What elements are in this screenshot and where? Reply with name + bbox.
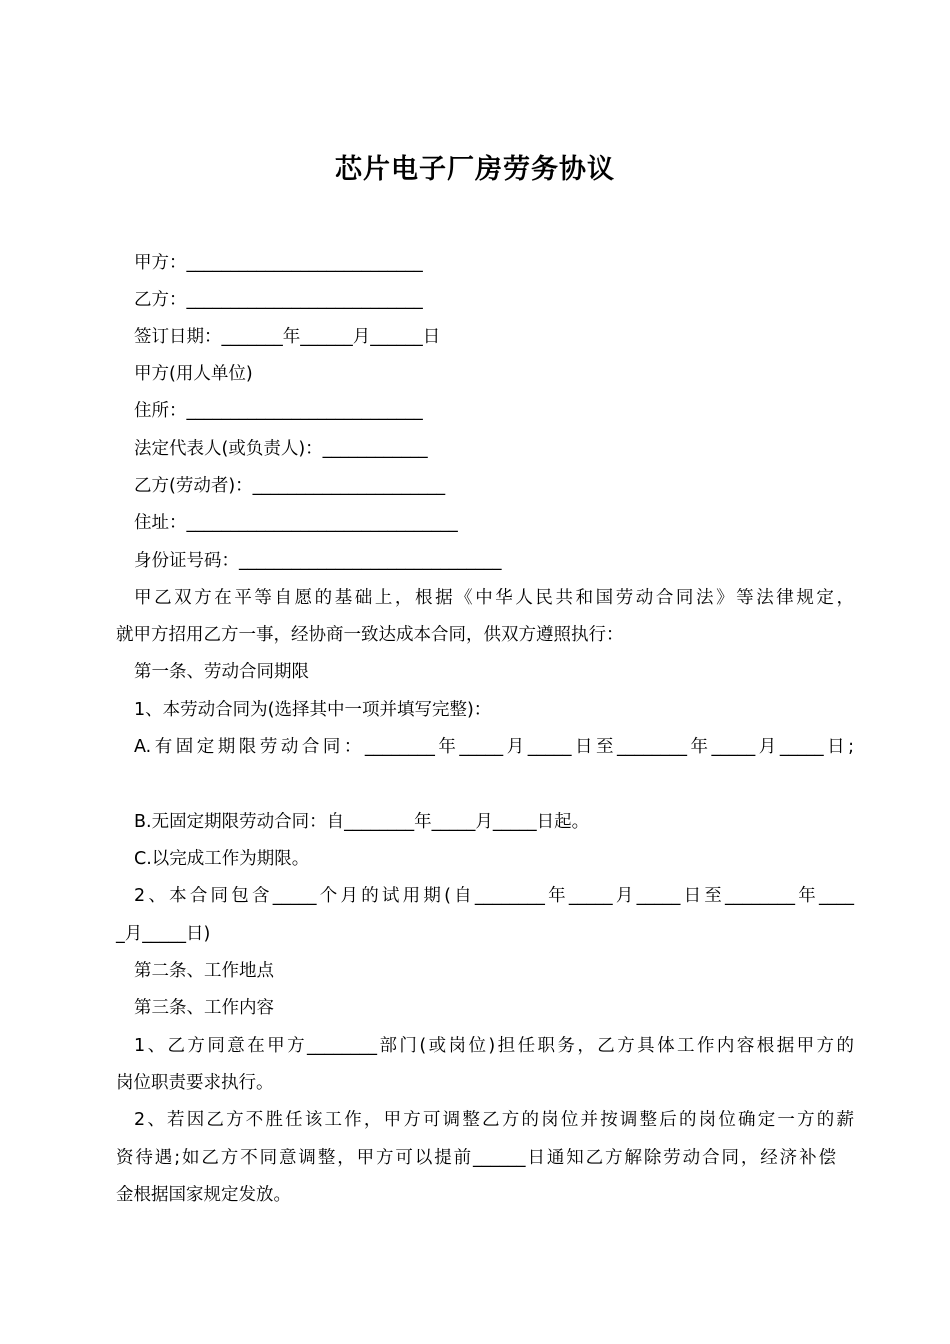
legal-representative-line: 法定代表人(或负责人)：____________ [134, 439, 428, 459]
article-3-clause-1-line-1: 1、乙方同意在甲方________部门(或岗位)担任职务，乙方具体工作内容根据甲方的 [134, 1036, 854, 1056]
article-3-clause-2-line-3: 金根据国家规定发放。 [116, 1185, 291, 1205]
party-a-line: 甲方：___________________________ [134, 253, 423, 273]
article-3-heading: 第三条、工作内容 [134, 998, 274, 1018]
employee-address-line: 住址：_______________________________ [134, 513, 458, 533]
article-2-heading: 第二条、工作地点 [134, 961, 274, 981]
article-1-heading: 第一条、劳动合同期限 [134, 662, 309, 682]
article-3-clause-1-line-2: 岗位职责要求执行。 [116, 1073, 274, 1093]
preamble-line-2: 就甲方招用乙方一事，经协商一致达成本合同，供双方遵照执行： [116, 625, 624, 645]
probation-line-2: _月_____日) [116, 924, 211, 944]
employee-line: 乙方(劳动者)：______________________ [134, 476, 446, 496]
party-b-line: 乙方：___________________________ [134, 290, 423, 310]
preamble-line-1: 甲乙双方在平等自愿的基础上，根据《中华人民共和国劳动合同法》等法律规定， [134, 588, 854, 608]
option-c-line: C.以完成工作为期限。 [134, 849, 310, 869]
id-number-line: 身份证号码：______________________________ [134, 551, 502, 571]
article-3-clause-2-line-2: 资待遇;如乙方不同意调整，甲方可以提前______日通知乙方解除劳动合同，经济补偿 [116, 1148, 836, 1168]
option-b-line: B.无固定期限劳动合同：自________年_____月_____日起。 [134, 812, 590, 832]
probation-line-1: 2、本合同包含_____个月的试用期(自________年_____月_____日至________年____ [134, 886, 854, 906]
document-title: 芯片电子厂房劳务协议 [335, 154, 615, 186]
employer-heading: 甲方(用人单位) [134, 364, 253, 384]
article-1-clause-1: 1、本劳动合同为(选择其中一项并填写完整)： [134, 700, 492, 720]
employer-address-line: 住所：___________________________ [134, 401, 423, 421]
article-3-clause-2-line-1: 2、若因乙方不胜任该工作，甲方可调整乙方的岗位并按调整后的岗位确定一方的薪 [134, 1110, 854, 1130]
signing-date-line: 签订日期：_______年______月______日 [134, 327, 441, 347]
option-a-line: A.有固定期限劳动合同：________年_____月_____日至________年_____月_____日; [134, 737, 854, 757]
